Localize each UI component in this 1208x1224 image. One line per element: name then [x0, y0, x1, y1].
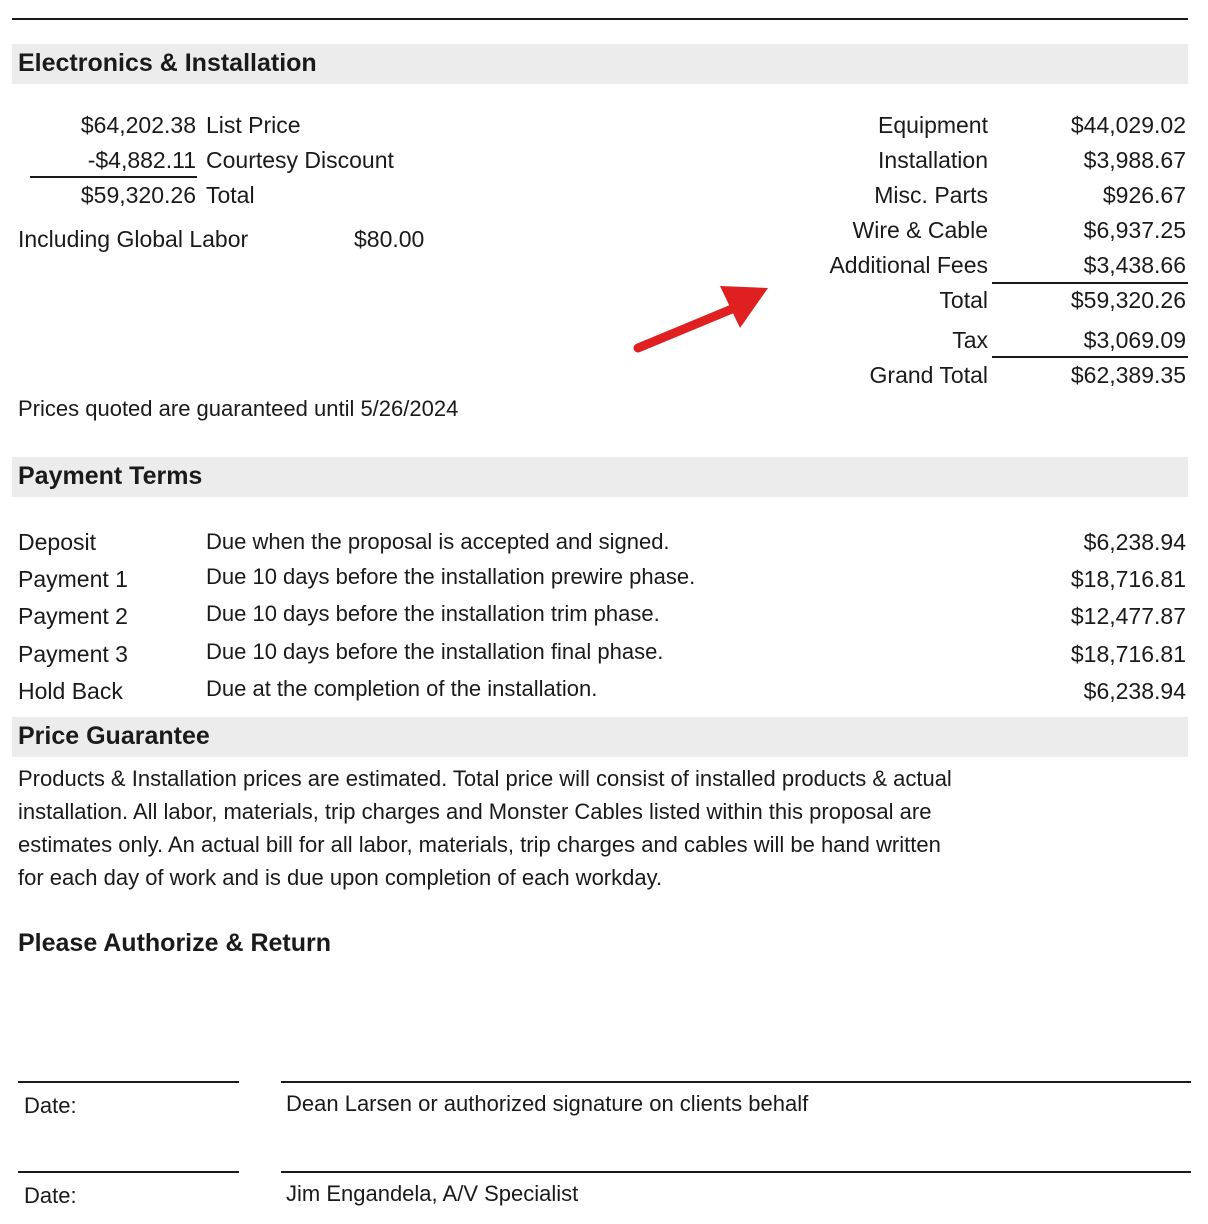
breakdown-value: $3,988.67: [1083, 147, 1186, 173]
discount-label: Courtesy Discount: [206, 147, 394, 173]
breakdown-label: Equipment: [878, 112, 988, 138]
date-line: [18, 1171, 239, 1173]
paragraph-line: Products & Installation prices are estimated. Total price will consist of installed products & actual: [18, 766, 952, 791]
payment-row-desc: Due when the proposal is accepted and signed.: [206, 529, 670, 554]
payment-row-desc: Due 10 days before the installation prewire phase.: [206, 564, 696, 589]
price-guarantee-note: Prices quoted are guaranteed until 5/26/2024: [18, 396, 459, 421]
summary-total-label: Total: [206, 182, 255, 208]
top-rule: [12, 18, 1188, 20]
payment-row-amount: $18,716.81: [1070, 566, 1186, 592]
paragraph-line: estimates only. An actual bill for all labor, materials, trip charges and cables will be hand written: [18, 832, 941, 857]
price-guarantee-text: [18, 762, 1168, 894]
section-title-authorize: Please Authorize & Return: [18, 929, 332, 957]
breakdown-value: $926.67: [1102, 182, 1186, 208]
date-label: Date:: [24, 1183, 77, 1208]
tax-label: Tax: [952, 327, 988, 353]
global-labor-value: $80.00: [354, 226, 425, 252]
signature-line: [281, 1081, 1191, 1083]
payment-row-name: Payment 2: [18, 603, 128, 629]
tax-rule: [992, 356, 1188, 358]
payment-row-desc: Due 10 days before the installation trim phase.: [206, 601, 660, 626]
breakdown-value: $3,438.66: [1083, 252, 1186, 278]
paragraph-line: for each day of work and is due upon completion of each workday.: [18, 865, 663, 890]
subtotal-value: $59,320.26: [1070, 287, 1186, 313]
grand-total-label: Grand Total: [869, 362, 988, 388]
breakdown-label: Additional Fees: [829, 252, 988, 278]
date-line: [18, 1081, 239, 1083]
list-price-value: $64,202.38: [80, 112, 196, 138]
breakdown-value: $6,937.25: [1083, 217, 1186, 243]
payment-row-amount: $18,716.81: [1070, 641, 1186, 667]
breakdown-label: Misc. Parts: [874, 182, 988, 208]
date-label: Date:: [24, 1093, 77, 1118]
tax-value: $3,069.09: [1083, 327, 1186, 353]
discount-value: -$4,882.11: [87, 147, 196, 173]
payment-row-name: Deposit: [18, 529, 96, 555]
section-title-electronics: Electronics & Installation: [18, 49, 317, 77]
global-labor-label: Including Global Labor: [18, 226, 249, 252]
grand-total-value: $62,389.35: [1070, 362, 1186, 388]
red-arrow-icon: [628, 278, 776, 358]
signature-line: [281, 1171, 1191, 1173]
payment-row-amount: $12,477.87: [1070, 603, 1186, 629]
section-title-price-guarantee: Price Guarantee: [18, 722, 210, 750]
subtotal-label: Total: [939, 287, 988, 313]
breakdown-label: Installation: [878, 147, 988, 173]
breakdown-rule: [992, 282, 1188, 284]
summary-total-value: $59,320.26: [80, 182, 196, 208]
payment-row-desc: Due at the completion of the installation.: [206, 676, 598, 701]
list-price-label: List Price: [206, 112, 301, 138]
summary-rule: [30, 176, 197, 178]
paragraph-line: installation. All labor, materials, trip charges and Monster Cables listed within this proposal are: [18, 799, 932, 824]
payment-row-name: Payment 3: [18, 641, 128, 667]
section-title-payment-terms: Payment Terms: [18, 462, 203, 490]
payment-row-desc: Due 10 days before the installation final phase.: [206, 639, 664, 664]
breakdown-label: Wire & Cable: [852, 217, 988, 243]
payment-row-name: Payment 1: [18, 566, 128, 592]
payment-row-amount: $6,238.94: [1083, 529, 1186, 555]
payment-row-amount: $6,238.94: [1083, 678, 1186, 704]
signer-name: Jim Engandela, A/V Specialist: [286, 1181, 579, 1206]
signer-name: Dean Larsen or authorized signature on clients behalf: [286, 1091, 809, 1116]
payment-row-name: Hold Back: [18, 678, 123, 704]
breakdown-value: $44,029.02: [1070, 112, 1186, 138]
